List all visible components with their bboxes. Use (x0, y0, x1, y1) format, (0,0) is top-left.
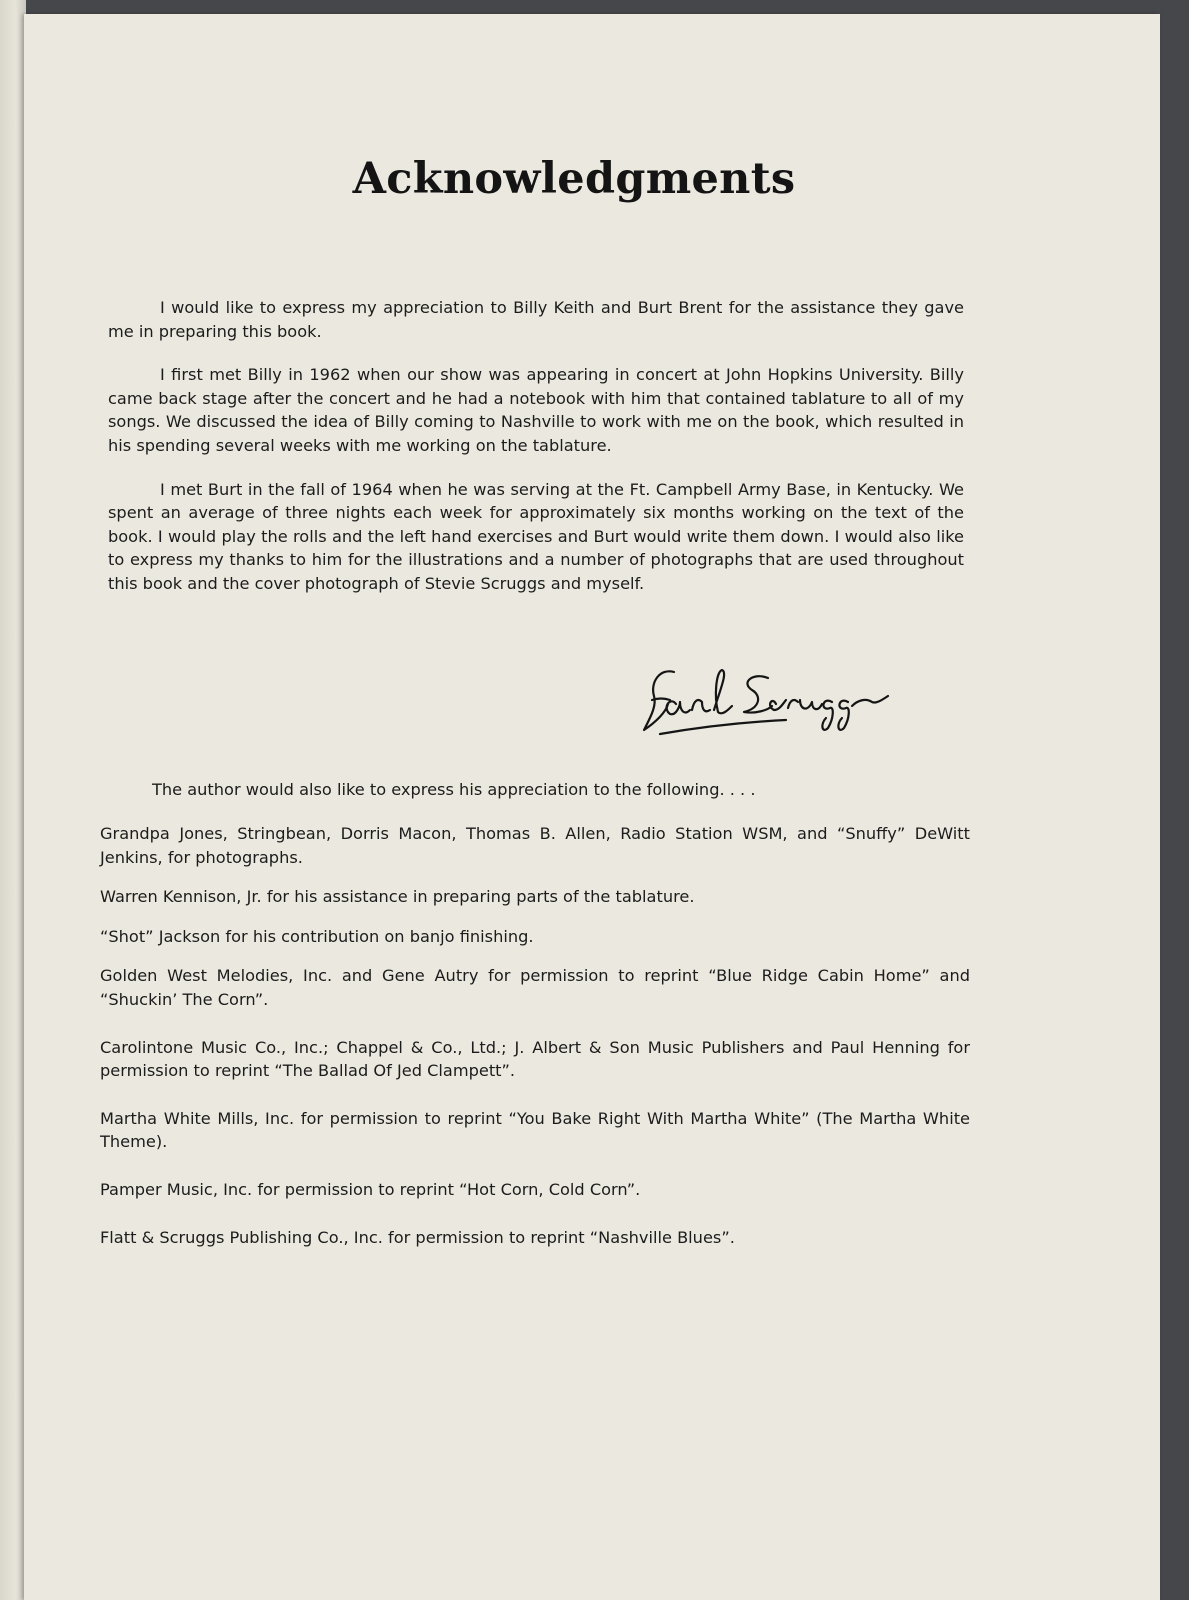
credit-item: Pamper Music, Inc. for permission to reprint “Hot Corn, Cold Corn”. (100, 1179, 641, 1199)
credits-list (100, 822, 970, 1265)
page-title: Acknowledgments (352, 154, 796, 204)
paragraph-3: I met Burt in the fall of 1964 when he was serving at the Ft. Campbell Army Base, in Kentucky. We spent an average of three nights each week for approximately six months working on the text of the book. I would play the rolls and the left hand exercises and Burt would write them down. I would also like to express my thanks to him for the illustrations and a number of photographs that are used throughout this book and the cover photograph of Stevie Scruggs and myself. (108, 479, 964, 593)
credit-item: Warren Kennison, Jr. for his assistance in preparing parts of the tablature. (100, 887, 695, 907)
acknowledgment-body (108, 296, 964, 616)
credit-item: Carolintone Music Co., Inc.; Chappel & Co., Ltd.; J. Albert & Son Music Publishers and Paul Henning for permission to reprint “The Ballad Of Jed Clampett”. (100, 1037, 970, 1081)
credit-item: Grandpa Jones, Stringbean, Dorris Macon, Thomas B. Allen, Radio Station WSM, and “Snuffy” DeWitt Jenkins, for photographs. (100, 824, 970, 867)
paragraph-2: I first met Billy in 1962 when our show was appearing in concert at John Hopkins University. Billy came back stage after the concert and he had a notebook with him that contained tablature to all of my songs. We discussed the idea of Billy coming to Nashville to work with me on the book, which resulted in his spending several weeks with me working on the tablature. (108, 365, 964, 455)
document-page (24, 14, 1160, 1600)
paragraph-1: I would like to express my appreciation to Billy Keith and Burt Brent for the assistance they gave me in preparing this book. (108, 298, 964, 341)
credit-item: “Shot” Jackson for his contribution on banjo finishing. (100, 926, 534, 946)
facing-page-edge (0, 0, 26, 1600)
credit-item: Flatt & Scruggs Publishing Co., Inc. for permission to reprint “Nashville Blues”. (100, 1227, 735, 1247)
handwritten-signature (636, 660, 896, 740)
credit-item: Martha White Mills, Inc. for permission to reprint “You Bake Right With Martha White” (The Martha White Theme). (100, 1108, 970, 1152)
credits-intro: The author would also like to express his appreciation to the following. . . . (152, 780, 756, 799)
credit-item: Golden West Melodies, Inc. and Gene Autry for permission to reprint “Blue Ridge Cabin Home” and “Shuckin’ The Corn”. (100, 966, 970, 1009)
